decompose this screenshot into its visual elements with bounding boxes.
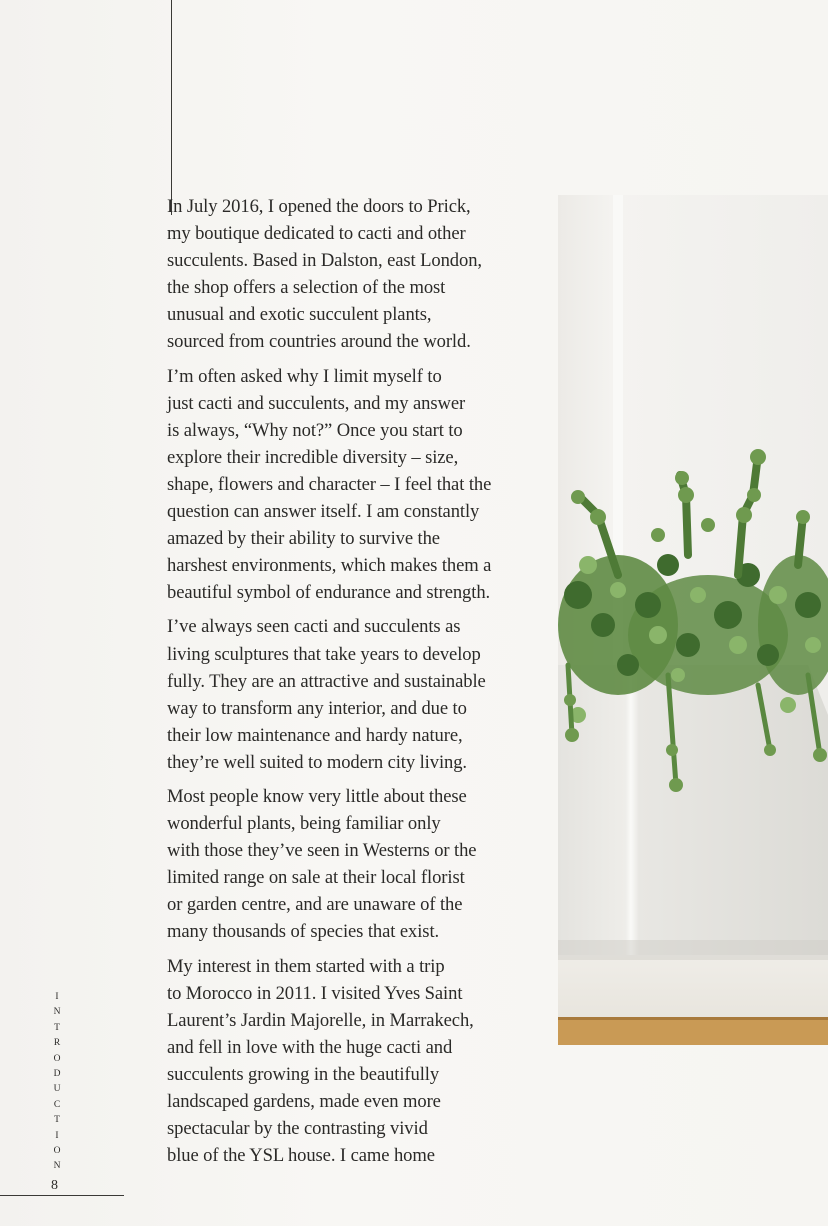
section-label-letter: U xyxy=(53,1084,61,1095)
paragraph xyxy=(167,363,539,607)
section-label-letter: C xyxy=(53,1099,61,1110)
top-vertical-rule xyxy=(171,0,172,215)
body-text xyxy=(167,193,539,1176)
text-line: shape, flowers and character – I feel that the xyxy=(167,473,492,495)
text-line: with those they’ve seen in Westerns or the xyxy=(167,840,477,862)
section-label-letter: O xyxy=(53,1146,61,1157)
section-label-letter: D xyxy=(53,1069,61,1080)
paragraph xyxy=(167,613,539,776)
text-line: just cacti and succulents, and my answer xyxy=(167,392,466,414)
section-label-letter: T xyxy=(54,1022,60,1033)
text-line: Most people know very little about these xyxy=(167,785,467,807)
section-label-letter: I xyxy=(55,992,59,1002)
text-line: Laurent’s Jardin Majorelle, in Marrakech, xyxy=(167,1009,474,1031)
potted-succulent-icon xyxy=(558,195,828,1045)
text-line: to Morocco in 2011. I visited Yves Saint xyxy=(167,982,463,1004)
text-line: fully. They are an attractive and sustainable xyxy=(167,670,486,692)
text-line: I’m often asked why I limit myself to xyxy=(167,365,442,387)
text-line: unusual and exotic succulent plants, xyxy=(167,304,432,326)
section-label-letter: N xyxy=(53,1161,61,1172)
succulent-photo xyxy=(558,195,828,1045)
text-line: their low maintenance and hardy nature, xyxy=(167,724,463,746)
text-line: My interest in them started with a trip xyxy=(167,955,445,977)
section-label-letter: R xyxy=(53,1038,61,1049)
text-line: spectacular by the contrasting vivid xyxy=(167,1118,428,1140)
paragraph xyxy=(167,953,539,1170)
text-line: question can answer itself. I am constantly xyxy=(167,501,480,523)
section-label-letter: N xyxy=(53,1007,61,1018)
text-line: my boutique dedicated to cacti and other xyxy=(167,223,466,245)
text-line: harshest environments, which makes them a xyxy=(167,555,492,577)
text-line: succulents. Based in Dalston, east London, xyxy=(167,250,482,272)
section-label-introduction xyxy=(50,990,64,1175)
text-line: I’ve always seen cacti and succulents as xyxy=(167,616,461,638)
text-line: and fell in love with the huge cacti and xyxy=(167,1036,453,1058)
text-line: or garden centre, and are unaware of the xyxy=(167,894,463,916)
text-line: way to transform any interior, and due to xyxy=(167,697,467,719)
text-line: explore their incredible diversity – size, xyxy=(167,446,459,468)
paragraph xyxy=(167,783,539,946)
text-line: they’re well suited to modern city living. xyxy=(167,751,467,773)
text-line: is always, “Why not?” Once you start to xyxy=(167,419,463,441)
text-line: living sculptures that take years to develop xyxy=(167,643,481,665)
text-line: sourced from countries around the world. xyxy=(167,331,471,353)
text-line: landscaped gardens, made even more xyxy=(167,1091,441,1112)
text-line: In July 2016, I opened the doors to Prick, xyxy=(167,196,471,217)
section-label-letter: O xyxy=(53,1053,61,1064)
text-line: many thousands of species that exist. xyxy=(167,921,440,943)
footer-rule xyxy=(0,1195,124,1196)
text-line: amazed by their ability to survive the xyxy=(167,528,440,550)
text-line: wonderful plants, being familiar only xyxy=(167,813,441,835)
paragraph xyxy=(167,193,539,356)
page-number: 8 xyxy=(51,1178,58,1193)
text-line: blue of the YSL house. I came home xyxy=(167,1145,435,1167)
text-line: limited range on sale at their local florist xyxy=(167,867,465,889)
section-label-letter: I xyxy=(55,1130,59,1141)
section-label-letter: T xyxy=(54,1115,60,1126)
text-line: the shop offers a selection of the most xyxy=(167,277,446,299)
text-line: succulents growing in the beautifully xyxy=(167,1063,440,1085)
text-line: beautiful symbol of endurance and strength. xyxy=(167,582,491,604)
